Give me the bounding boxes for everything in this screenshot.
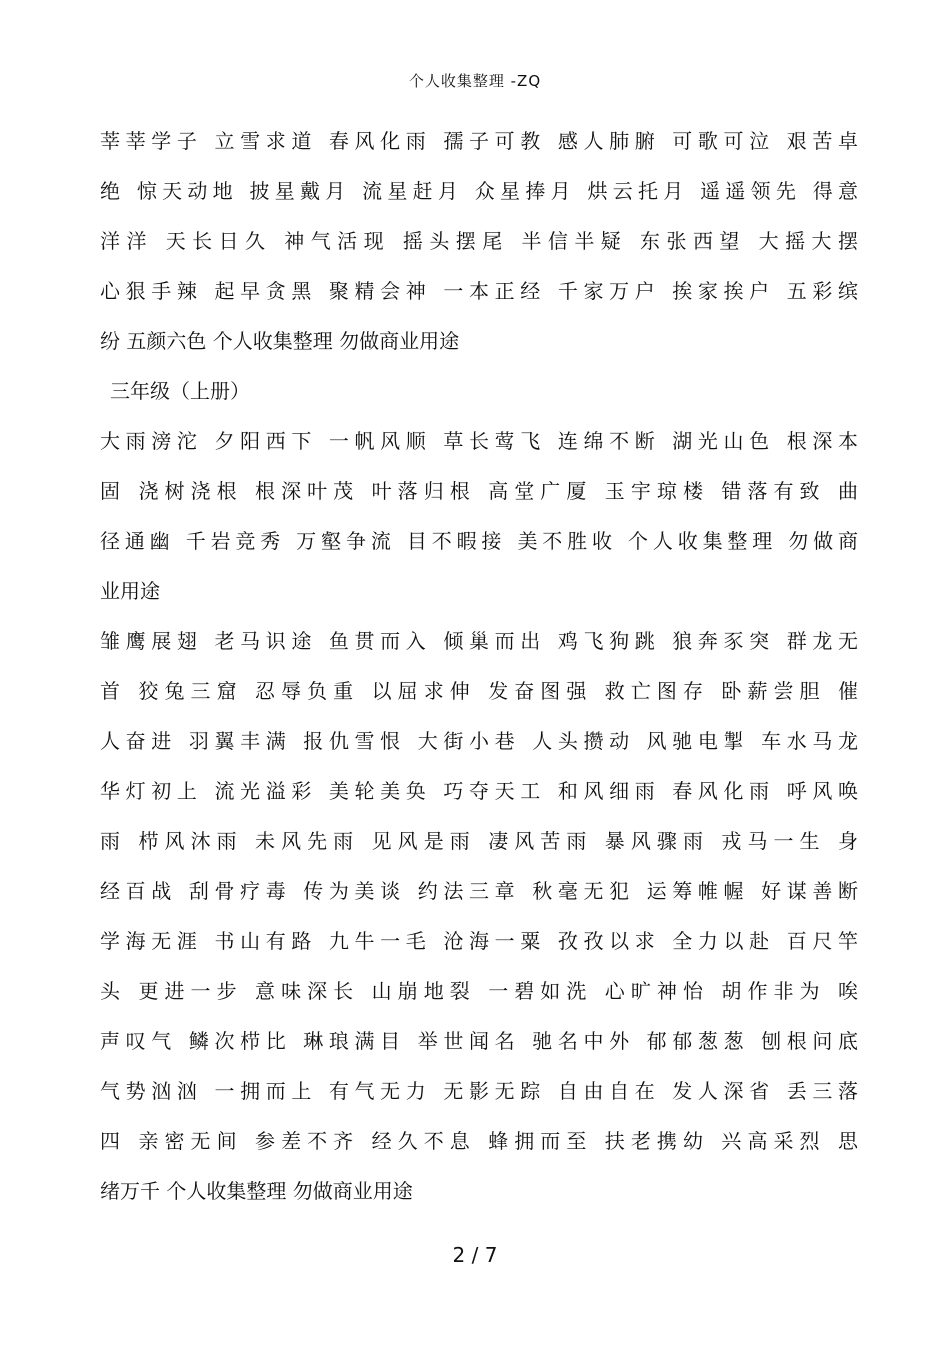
text-line: 学海无涯 书山有路 九牛一毛 沧海一粟 孜孜以求 全力以赴 百尺竿 <box>100 929 858 953</box>
text-line: 华灯初上 流光溢彩 美轮美奂 巧夺天工 和风细雨 春风化雨 呼风唤 <box>100 779 858 803</box>
text-line: 纷 五颜六色 个人收集整理 勿做商业用途 <box>100 329 460 353</box>
text-line: 雨 栉风沐雨 未风先雨 见风是雨 凄风苦雨 暴风骤雨 戎马一生 身 <box>100 829 858 853</box>
section-heading: 三年级（上册） <box>110 379 250 403</box>
text-line: 心狠手辣 起早贪黑 聚精会神 一本正经 千家万户 挨家挨户 五彩缤 <box>100 279 858 303</box>
text-line: 四 亲密无间 参差不齐 经久不息 蜂拥而至 扶老携幼 兴高采烈 思 <box>100 1129 858 1153</box>
text-line: 固 浇树浇根 根深叶茂 叶落归根 高堂广厦 玉宇琼楼 错落有致 曲 <box>100 479 858 503</box>
text-line: 洋洋 天长日久 神气活现 摇头摆尾 半信半疑 东张西望 大摇大摆 <box>100 229 858 253</box>
text-line: 声叹气 鳞次栉比 琳琅满目 举世闻名 驰名中外 郁郁葱葱 刨根问底 <box>100 1029 858 1053</box>
document-body <box>100 116 858 1216</box>
page-header: 个人收集整理 -ZQ <box>408 72 542 90</box>
text-line: 大雨滂沱 夕阳西下 一帆风顺 草长莺飞 连绵不断 湖光山色 根深本 <box>100 429 858 453</box>
text-line: 经百战 刮骨疗毒 传为美谈 约法三章 秋毫无犯 运筹帷幄 好谋善断 <box>100 879 858 903</box>
text-line: 人奋进 羽翼丰满 报仇雪恨 大街小巷 人头攒动 风驰电掣 车水马龙 <box>100 729 858 753</box>
text-line: 业用途 <box>100 579 160 603</box>
text-line: 绝 惊天动地 披星戴月 流星赶月 众星捧月 烘云托月 遥遥领先 得意 <box>100 179 858 203</box>
text-line: 首 狡兔三窟 忍辱负重 以屈求伸 发奋图强 救亡图存 卧薪尝胆 催 <box>100 679 858 703</box>
text-line: 径通幽 千岩竞秀 万壑争流 目不暇接 美不胜收 个人收集整理 勿做商 <box>100 529 858 553</box>
text-line: 绪万千 个人收集整理 勿做商业用途 <box>100 1179 413 1203</box>
text-line: 莘莘学子 立雪求道 春风化雨 孺子可教 感人肺腑 可歌可泣 艰苦卓 <box>100 129 858 153</box>
text-line: 头 更进一步 意味深长 山崩地裂 一碧如洗 心旷神怡 胡作非为 唉 <box>100 979 858 1003</box>
text-line: 气势汹汹 一拥而上 有气无力 无影无踪 自由自在 发人深省 丢三落 <box>100 1079 858 1103</box>
page-number: 2 / 7 <box>452 1243 498 1267</box>
text-line: 雏鹰展翅 老马识途 鱼贯而入 倾巢而出 鸡飞狗跳 狼奔豕突 群龙无 <box>100 629 858 653</box>
